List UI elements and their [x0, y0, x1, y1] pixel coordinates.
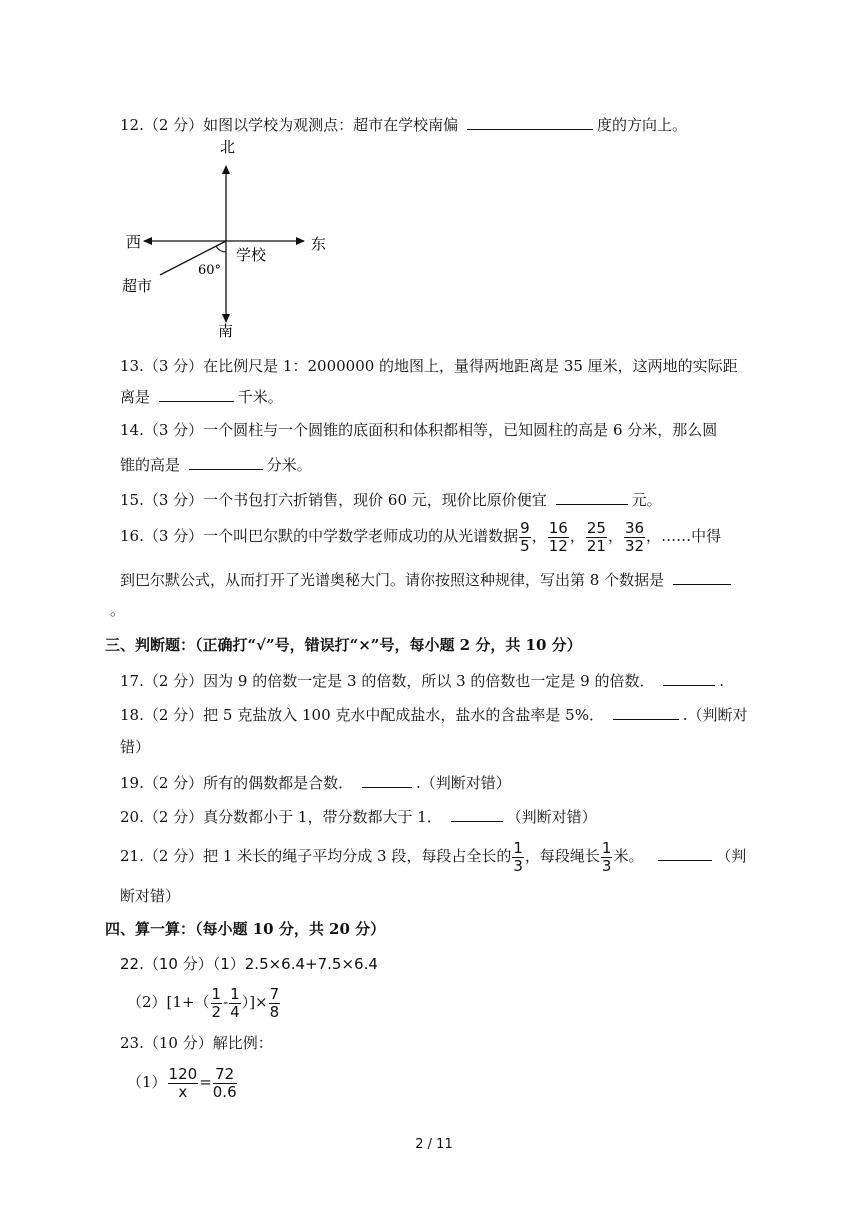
q17-line	[120, 669, 724, 691]
q15-text-end: 元。	[631, 491, 662, 509]
q13-text-end: 千米。	[237, 388, 283, 406]
q18-answer-blank[interactable]	[613, 703, 679, 720]
q16-sep: ，	[569, 527, 585, 545]
angle-arc	[216, 246, 226, 252]
school-label: 学校	[236, 246, 267, 264]
q13-line2	[120, 385, 283, 407]
q23-fraction: $\frac{120}{x}$	[168, 1064, 198, 1101]
q14-line1: 14.（3 分）一个圆柱与一个圆锥的底面积和体积都相等，已知圆柱的高是 6 分米，那么圆	[120, 421, 718, 439]
q12-answer-blank[interactable]	[467, 113, 593, 130]
q16-text-b: ……中得	[661, 527, 722, 545]
q21-fraction: $\frac{1}{3}$	[601, 838, 612, 875]
q22-fraction: $\frac{1}{2}$	[211, 984, 222, 1021]
section4-title: 四、算一算：（每小题 10 分，共 20 分）	[105, 920, 386, 938]
page-number: 2 / 11	[415, 1137, 453, 1152]
q21-fraction: $\frac{1}{3}$	[513, 838, 523, 875]
angle-label: 60°	[198, 263, 222, 278]
q18-end: .（判断对	[682, 706, 748, 724]
q23-line2	[127, 1060, 238, 1104]
q20-end: （判断对错）	[506, 808, 597, 826]
q19-end: .（判断对错）	[415, 774, 511, 792]
q19-line	[120, 771, 511, 793]
q22-text-a: （2）[1+（	[127, 993, 210, 1011]
q21-text-c: 米。	[613, 847, 644, 865]
q22-line2	[127, 980, 281, 1024]
q21-line	[120, 838, 746, 875]
q22-minus: -	[223, 993, 229, 1011]
q23-equals: =	[199, 1073, 212, 1091]
q22-fraction: $\frac{1}{4}$	[230, 984, 240, 1021]
q17-answer-blank[interactable]	[663, 669, 715, 686]
q22-fraction: $\frac{7}{8}$	[269, 984, 280, 1021]
q16-fraction: $\frac{9}{5}$	[520, 518, 530, 555]
q23-label: （1）	[127, 1073, 167, 1091]
q17-end: .	[719, 672, 725, 690]
q16-sep: ，	[646, 527, 662, 545]
q21-answer-blank[interactable]	[658, 844, 712, 861]
q16-line3: 。	[110, 601, 126, 619]
q20-text: 20.（2 分）真分数都小于 1，带分数都大于 1．	[120, 808, 442, 826]
q14-answer-blank[interactable]	[189, 453, 263, 470]
west-label: 西	[126, 233, 142, 251]
q23-fraction: $\frac{72}{0.6}$	[212, 1064, 237, 1101]
q20-line	[120, 805, 597, 827]
q13-text: 离是	[120, 388, 151, 406]
q13-answer-blank[interactable]	[159, 385, 234, 402]
q14-text: 锥的高是	[120, 456, 181, 474]
q21-text-b: ，每段绳长	[524, 847, 600, 865]
south-label: 南	[218, 322, 234, 340]
q15-text: 15.（3 分）一个书包打六折销售，现价 60 元，现价比原价便宜	[120, 491, 547, 509]
q22-text-b: ）]×	[241, 993, 268, 1011]
q19-answer-blank[interactable]	[362, 771, 412, 788]
q20-answer-blank[interactable]	[451, 805, 503, 822]
q16-answer-blank[interactable]	[673, 568, 731, 585]
north-label: 北	[220, 138, 236, 156]
q18-line	[120, 703, 748, 725]
q16-fraction: $\frac{36}{32}$	[624, 518, 645, 555]
q21-text: 21.（2 分）把 1 米长的绳子平均分成 3 段，每段占全长的	[120, 847, 512, 865]
q16-fraction: $\frac{25}{21}$	[586, 518, 606, 555]
section3-title: 三、判断题：（正确打“√”号，错误打“×”号，每小题 2 分，共 10 分）	[105, 636, 582, 654]
q16-sep: ，	[607, 527, 623, 545]
q16-text: 16.（3 分）一个叫巴尔默的中学数学老师成功的从光谱数据	[120, 527, 519, 545]
q15-line	[120, 488, 662, 510]
q16-line2	[120, 568, 735, 590]
q16-line1	[120, 518, 721, 555]
q18-line2: 错）	[120, 738, 151, 756]
q13-line1: 13.（3 分）在比例尺是 1：2000000 的地图上，量得两地距离是 35 厘米，这两地的实际距	[120, 357, 738, 375]
q18-text: 18.（2 分）把 5 克盐放入 100 克水中配成盐水，盐水的含盐率是 5%．	[120, 706, 604, 724]
q12-text: 12.（2 分）如图以学校为观测点：超市在学校南偏	[120, 116, 459, 134]
q16-fraction: $\frac{16}{12}$	[548, 518, 568, 555]
q21-end: （判	[716, 847, 747, 865]
q16-sep: ，	[531, 527, 547, 545]
q21-line2: 断对错）	[120, 887, 181, 905]
q19-text: 19.（2 分）所有的偶数都是合数．	[120, 774, 354, 792]
east-label: 东	[311, 235, 327, 253]
q23-line1: 23.（10 分）解比例：	[120, 1034, 273, 1052]
q14-line2	[120, 453, 312, 475]
market-label: 超市	[122, 277, 153, 295]
q16-line2-text: 到巴尔默公式，从而打开了光谱奥秘大门。请你按照这种规律，写出第 8 个数据是	[120, 571, 665, 589]
q12-text-end: 度的方向上。	[596, 116, 687, 134]
q15-answer-blank[interactable]	[556, 488, 628, 505]
q22-line1: 22.（10 分）（1）2.5×6.4+7.5×6.4	[120, 955, 378, 973]
q17-text: 17.（2 分）因为 9 的倍数一定是 3 的倍数，所以 3 的倍数也一定是 9 的倍数．	[120, 672, 655, 690]
q14-text-end: 分米。	[266, 456, 312, 474]
